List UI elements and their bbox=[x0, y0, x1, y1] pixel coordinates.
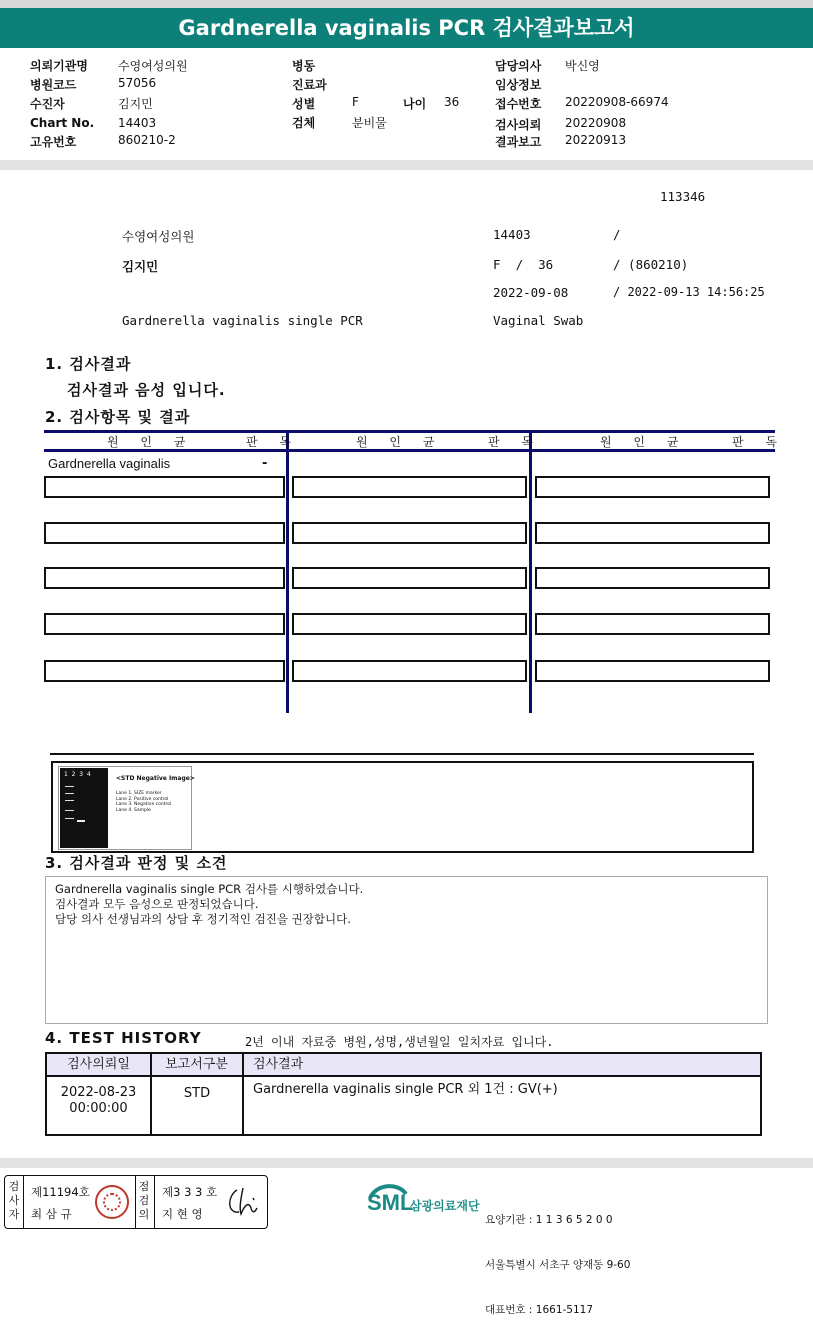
label-sex: 성별 bbox=[292, 97, 316, 111]
label-requester: 의뢰기관명 bbox=[30, 59, 88, 73]
col-header-judgement-1: 판 독 bbox=[246, 435, 300, 449]
value-unique-no: 860210-2 bbox=[118, 133, 176, 147]
opinion-box bbox=[45, 876, 768, 1024]
sig-divider bbox=[23, 1176, 24, 1228]
label-age: 나이 bbox=[403, 97, 427, 111]
col-header-organism-2: 원 인 균 bbox=[356, 435, 444, 449]
value-doctor: 박신영 bbox=[565, 59, 600, 73]
value-receipt-no: 20220908-66974 bbox=[565, 95, 669, 109]
examiner-name: 최 삼 규 bbox=[31, 1207, 72, 1221]
section1-title: 1. 검사결과 bbox=[45, 355, 132, 373]
col-header-judgement-3: 판 독 bbox=[732, 435, 786, 449]
logo-text: SML bbox=[367, 1190, 414, 1215]
result-box bbox=[292, 522, 527, 544]
col-header-organism-1: 원 인 균 bbox=[107, 435, 195, 449]
value-patient: 김지민 bbox=[118, 97, 153, 111]
history-row-type: STD bbox=[183, 1086, 211, 1101]
history-table bbox=[45, 1052, 762, 1136]
history-row-date bbox=[47, 1085, 150, 1117]
marker-band bbox=[65, 818, 74, 819]
opinion-text bbox=[55, 882, 363, 927]
info-report-datetime: / 2022-09-13 14:56:25 bbox=[613, 285, 765, 299]
sig-divider bbox=[154, 1176, 155, 1228]
info-sex-age: F / 36 bbox=[493, 257, 554, 272]
result-box bbox=[292, 660, 527, 682]
gel-legend-item: Lane 1. SIZE marker bbox=[116, 791, 162, 796]
info-slash: / bbox=[613, 227, 621, 242]
reviewer-name: 지 현 영 bbox=[162, 1207, 203, 1221]
info-request-date: 2022-09-08 bbox=[493, 285, 569, 300]
value-request-date: 20220908 bbox=[565, 116, 627, 130]
org-phone: 대표번호 : 1661-5117 bbox=[485, 1304, 594, 1316]
opinion-line: 검사결과 모두 음성으로 판정되었습니다. bbox=[55, 897, 259, 911]
lab-code: 113346 bbox=[660, 189, 706, 204]
examiner-license: 제11194호 bbox=[31, 1185, 90, 1199]
section2-title: 2. 검사항목 및 결과 bbox=[45, 408, 191, 426]
label-specimen: 검체 bbox=[292, 116, 316, 130]
history-date: 2022-08-23 bbox=[60, 1085, 137, 1100]
reviewer-label: 점검의 bbox=[138, 1180, 150, 1221]
info-chart: 14403 bbox=[493, 227, 531, 242]
marker-band bbox=[65, 800, 74, 801]
label-doctor: 담당의사 bbox=[495, 59, 542, 73]
opinion-line: Gardnerella vaginalis single PCR 검사를 시행하였습니다. bbox=[55, 882, 364, 896]
history-header-result: 검사결과 bbox=[243, 1054, 760, 1075]
footer-divider bbox=[0, 1158, 813, 1168]
examiner-label: 검사자 bbox=[8, 1180, 20, 1221]
label-patient: 수진자 bbox=[30, 97, 65, 111]
gel-legend bbox=[116, 791, 171, 813]
gel-image bbox=[58, 766, 195, 850]
reviewer-signature bbox=[223, 1184, 263, 1220]
gel-title: <STD Negative Image> bbox=[116, 775, 195, 782]
section1-result: 검사결과 음성 입니다. bbox=[67, 381, 226, 399]
value-sex: F bbox=[352, 95, 359, 109]
signature-box bbox=[4, 1175, 268, 1229]
opinion-line: 담당 의사 선생님과의 상담 후 정기적인 검진을 권장합니다. bbox=[55, 912, 351, 926]
gel-legend-item: Lane 4. Sample bbox=[116, 807, 151, 813]
results-table-divider-1 bbox=[286, 430, 289, 713]
result-box bbox=[535, 476, 770, 498]
org-name: 삼광의료재단 bbox=[410, 1199, 480, 1213]
col-header-organism-3: 원 인 균 bbox=[600, 435, 688, 449]
history-header-type: 보고서구분 bbox=[151, 1054, 243, 1075]
info-specimen: Vaginal Swab bbox=[493, 313, 584, 328]
result-box bbox=[292, 476, 527, 498]
label-clinical-info: 임상정보 bbox=[495, 78, 542, 92]
label-request-date: 검사의뢰 bbox=[495, 118, 542, 132]
agency-number: 요양기관 : 1 1 3 6 5 2 0 0 bbox=[485, 1214, 613, 1226]
gel-image-frame bbox=[51, 761, 754, 853]
result-box bbox=[44, 522, 285, 544]
history-note: 2년 이내 자료중 병원,성명,생년월일 일치자료 입니다. bbox=[245, 1035, 554, 1049]
reviewer-license: 제3 3 3 호 bbox=[162, 1185, 218, 1199]
org-address: 서울특별시 서초구 양재동 9-60 bbox=[485, 1259, 631, 1271]
info-name: 김지민 bbox=[122, 259, 159, 274]
info-hospital: 수영여성의원 bbox=[122, 229, 195, 244]
result-box bbox=[44, 476, 285, 498]
sig-divider bbox=[135, 1176, 136, 1228]
info-birth: / (860210) bbox=[613, 257, 689, 272]
gel-top-rule bbox=[50, 753, 754, 755]
history-header-date: 검사의뢰일 bbox=[47, 1054, 151, 1075]
label-chart-no: Chart No. bbox=[30, 116, 95, 130]
examiner-seal bbox=[95, 1185, 129, 1219]
header-divider bbox=[0, 160, 813, 170]
marker-band bbox=[65, 793, 74, 794]
gel-lane-numbers: 1 2 3 4 bbox=[64, 771, 91, 778]
gel-legend-item: Lane 3. Negative control bbox=[116, 802, 172, 807]
value-chart-no: 14403 bbox=[118, 116, 157, 130]
gel-legend-item: Lane 2. Positive control bbox=[116, 796, 169, 802]
label-department: 진료과 bbox=[292, 78, 327, 92]
history-col-divider bbox=[242, 1054, 244, 1134]
label-ward: 병동 bbox=[292, 59, 316, 73]
marker-band bbox=[65, 786, 74, 787]
result-box bbox=[535, 660, 770, 682]
value-specimen: 분비물 bbox=[352, 116, 387, 130]
label-hospital-code: 병원코드 bbox=[30, 78, 77, 92]
result-judgement: - bbox=[262, 456, 268, 471]
result-box bbox=[44, 613, 285, 635]
label-report-date: 결과보고 bbox=[495, 135, 542, 149]
value-requester: 수영여성의원 bbox=[118, 59, 188, 73]
marker-band bbox=[65, 810, 74, 811]
section3-title: 3. 검사결과 판정 및 소견 bbox=[45, 854, 228, 872]
result-box bbox=[44, 567, 285, 589]
info-test-name: Gardnerella vaginalis single PCR bbox=[122, 313, 363, 328]
result-organism: Gardnerella vaginalis bbox=[48, 456, 171, 471]
gel-photo bbox=[60, 768, 108, 848]
col-header-judgement-2: 판 독 bbox=[488, 435, 542, 449]
result-box bbox=[292, 567, 527, 589]
result-box bbox=[535, 567, 770, 589]
section4-title: 4. TEST HISTORY bbox=[45, 1029, 202, 1047]
history-time: 00:00:00 bbox=[69, 1101, 128, 1116]
result-box bbox=[535, 613, 770, 635]
history-header-rule bbox=[47, 1075, 760, 1077]
positive-control-band bbox=[77, 820, 85, 822]
org-info bbox=[485, 1183, 630, 1333]
value-age: 36 bbox=[444, 95, 460, 109]
result-box bbox=[292, 613, 527, 635]
label-unique-no: 고유번호 bbox=[30, 135, 77, 149]
seal-inner bbox=[103, 1193, 121, 1211]
label-receipt-no: 접수번호 bbox=[495, 97, 542, 111]
result-box bbox=[44, 660, 285, 682]
value-hospital-code: 57056 bbox=[118, 76, 157, 90]
value-report-date: 20220913 bbox=[565, 133, 627, 147]
report-title: Gardnerella vaginalis PCR 검사결과보고서 bbox=[0, 8, 813, 48]
results-table-divider-2 bbox=[529, 430, 532, 713]
top-strip bbox=[0, 0, 813, 8]
result-box bbox=[535, 522, 770, 544]
history-row-result: Gardnerella vaginalis single PCR 외 1건 : GV(+) bbox=[253, 1082, 558, 1097]
